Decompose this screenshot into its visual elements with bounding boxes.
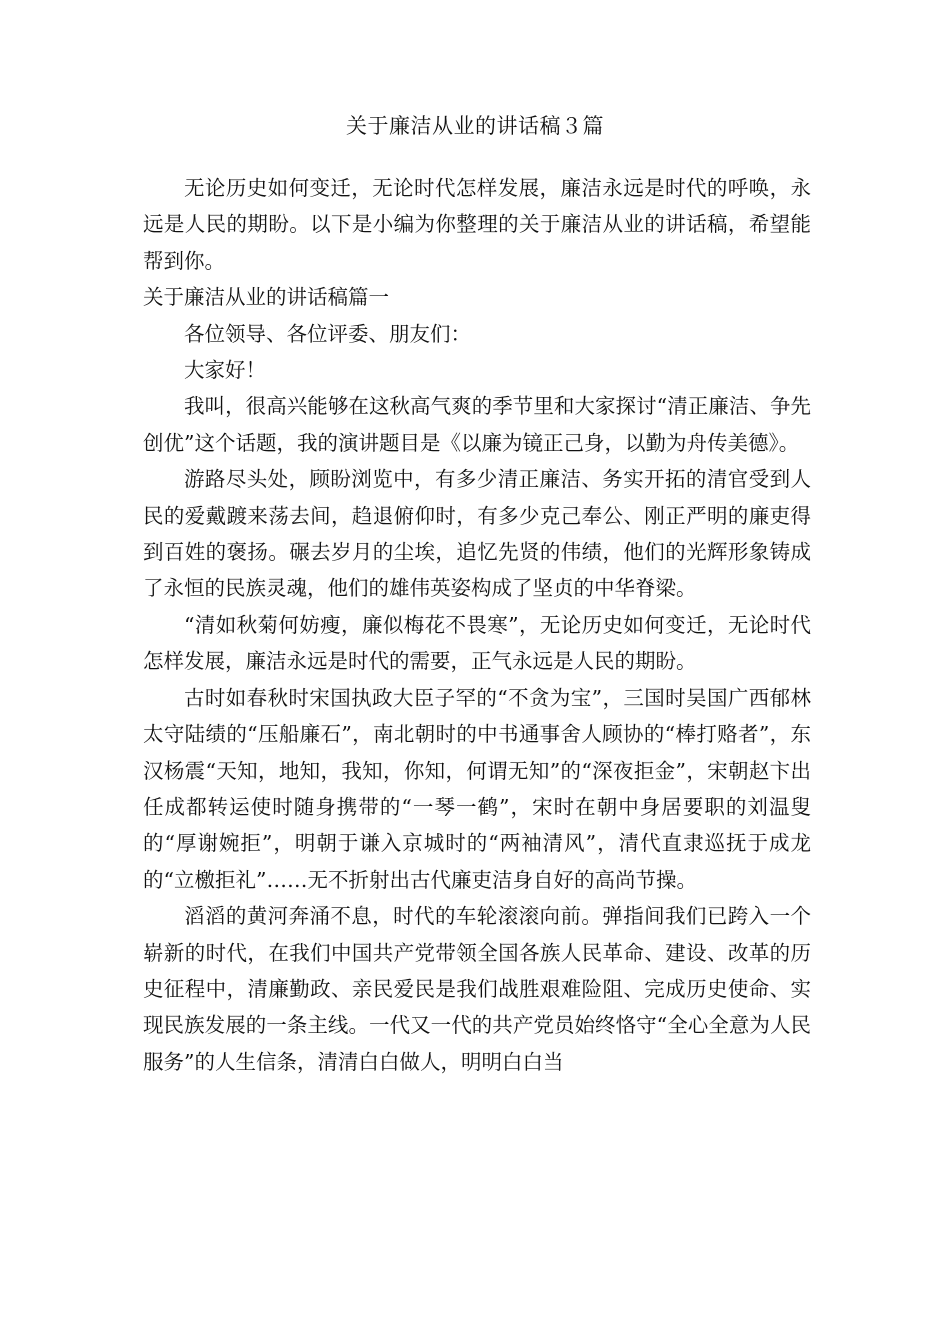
document-body bbox=[143, 170, 811, 1080]
paragraph: 滔滔的黄河奔涌不息，时代的车轮滚滚向前。弹指间我们已跨入一个崭新的时代，在我们中国共产党带领全国各族人民革命、建设、改革的历史征程中，清廉勤政、亲民爱民是我们战胜艰难险阻、完成历史使命、实现民族发展的一条主线。一代又一代的共产党员始终恪守“全心全意为人民服务”的人生信条，清清白白做人，明明白白当 bbox=[143, 904, 811, 1074]
paragraph: 古时如春秋时宋国执政大臣子罕的“不贪为宝”，三国时吴国广西郁林太守陆绩的“压船廉石”，南北朝时的中书通事舍人顾协的“棒打赂者”，东汉杨震“天知，地知，我知，你知，何谓无知”的“深夜拒金”，宋朝赵卞出任成都转运使时随身携带的“一琴一鹤”，宋时在朝中身居要职的刘温叟的“厚谢婉拒”，明朝于谦入京城时的“两袖清风”，清代直隶巡抚于成龙的“立檄拒礼”……无不折射出古代廉吏洁身自好的高尚节操。 bbox=[143, 685, 811, 892]
paragraph-greeting: 大家好！ bbox=[184, 358, 266, 383]
document-title: 关于廉洁从业的讲话稿３篇 bbox=[346, 114, 604, 138]
paragraph: 游路尽头处，顾盼浏览中，有多少清正廉洁、务实开拓的清官受到人民的爱戴踱来荡去间，趋退俯仰时，有多少克己奉公、刚正严明的廉吏得到百姓的褒扬。碾去岁月的尘埃，追忆先贤的伟绩，他们的光辉形象铸成了永恒的民族灵魂，他们的雄伟英姿构成了坚贞的中华脊梁。 bbox=[143, 467, 811, 601]
section-heading: 关于廉洁从业的讲话稿篇一 bbox=[143, 285, 389, 310]
paragraph-salutation: 各位领导、各位评委、朋友们： bbox=[184, 321, 471, 346]
paragraph-intro: 无论历史如何变迁，无论时代怎样发展，廉洁永远是时代的呼唤，永远是人民的期盼。以下是小编为你整理的关于廉洁从业的讲话稿，希望能帮到你。 bbox=[143, 176, 811, 273]
paragraph: “清如秋菊何妨瘦，廉似梅花不畏寒”，无论历史如何变迁，无论时代怎样发展，廉洁永远是时代的需要，正气永远是人民的期盼。 bbox=[143, 612, 811, 674]
paragraph: 我叫，很高兴能够在这秋高气爽的季节里和大家探讨“清正廉洁、争先创优”这个话题，我的演讲题目是《以廉为镜正己身，以勤为舟传美德》。 bbox=[143, 394, 811, 455]
